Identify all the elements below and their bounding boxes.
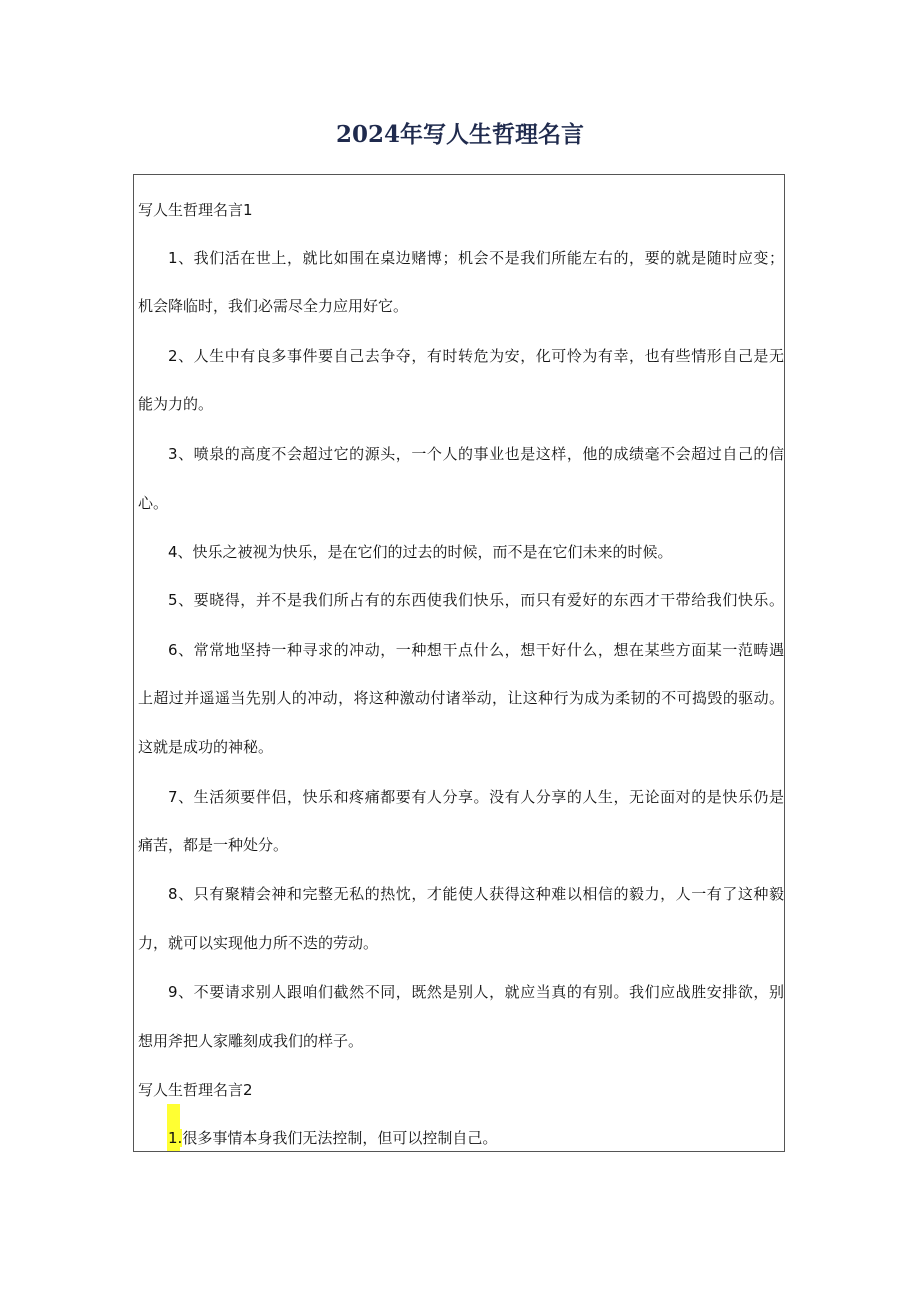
quote-7-line-1: 7、生活须要伴侣，快乐和疼痛都要有人分享。没有人分享的人生，无论面对的是快乐仍是 xyxy=(168,788,784,806)
highlighted-number: 1. xyxy=(168,1129,183,1147)
quote-9-line-1: 9、不要请求别人跟咱们截然不同，既然是别人，就应当真的有别。我们应战胜安排欲，别 xyxy=(168,983,784,1001)
section-heading-1: 写人生哲理名言1 xyxy=(138,201,253,219)
quote-6-line-3: 这就是成功的神秘。 xyxy=(138,738,274,756)
quote-2-1-text: 很多事情本身我们无法控制，但可以控制自己。 xyxy=(182,1129,498,1147)
quote-6-line-2: 上超过并遥遥当先别人的冲动，将这种激动付诸举动，让这种行为成为柔韧的不可捣毁的驱动。 xyxy=(138,689,784,707)
quote-3-line-2: 心。 xyxy=(138,494,169,512)
quote-1-line-2: 机会降临时，我们必需尽全力应用好它。 xyxy=(138,297,409,315)
quote-8-line-2: 力，就可以实现他力所不迭的劳动。 xyxy=(138,934,379,952)
quote-2-line-1: 2、人生中有良多事件要自己去争夺，有时转危为安，化可怜为有幸，也有些情形自己是无 xyxy=(168,347,784,365)
quote-9-line-2: 想用斧把人家雕刻成我们的样子。 xyxy=(138,1032,364,1050)
quote-6-line-1: 6、常常地坚持一种寻求的冲动，一种想干点什么，想干好什么，想在某些方面某一范畴遇 xyxy=(168,641,784,659)
section-heading-2: 写人生哲理名言2 xyxy=(138,1081,253,1099)
quote-2-line-2: 能为力的。 xyxy=(138,395,214,413)
quote-8-line-1: 8、只有聚精会神和完整无私的热忱，才能使人获得这种难以相信的毅力，人一有了这种毅 xyxy=(168,885,784,903)
quote-2-1-line-1 xyxy=(168,1125,784,1151)
quote-5-line-1: 5、要晓得，并不是我们所占有的东西使我们快乐，而只有爱好的东西才干带给我们快乐。 xyxy=(168,591,784,609)
content-table xyxy=(133,174,785,1152)
quote-7-line-2: 痛苦，都是一种处分。 xyxy=(138,836,289,854)
quote-3-line-1: 3、喷泉的高度不会超过它的源头，一个人的事业也是这样，他的成绩毫不会超过自己的信 xyxy=(168,445,784,463)
quote-1-line-1: 1、我们活在世上，就比如围在桌边赌博；机会不是我们所能左右的，要的就是随时应变； xyxy=(168,249,784,267)
quote-4-line-1: 4、快乐之被视为快乐，是在它们的过去的时候，而不是在它们未来的时候。 xyxy=(168,543,673,561)
document-title: 2024年写人生哲理名言 xyxy=(335,121,584,148)
